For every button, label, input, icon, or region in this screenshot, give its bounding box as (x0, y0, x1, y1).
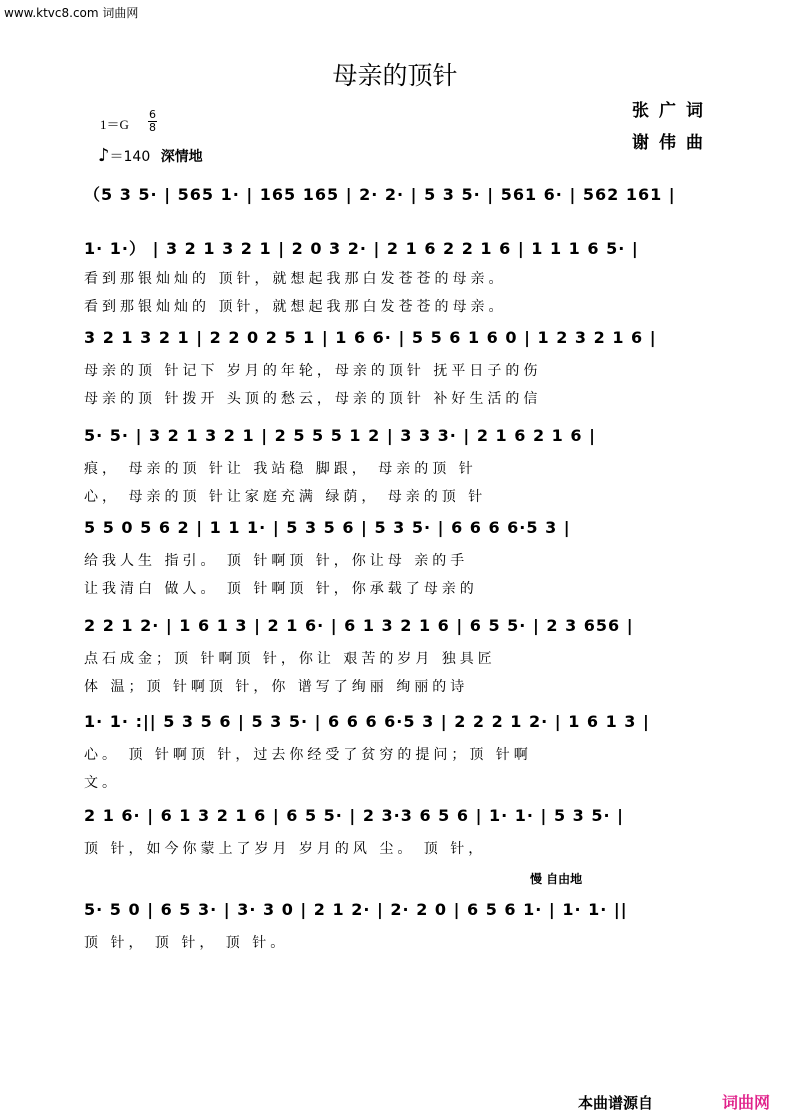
lyric-line: 看到那银灿灿的 顶针，就想起我那白发苍苍的母亲。 (84, 271, 507, 287)
meter-top: 6 (149, 108, 156, 121)
lyric-line: 体 温；顶 针啊顶 针，你 谱写了绚丽 绚丽的诗 (84, 679, 469, 695)
lyric-line: 母亲的顶 针拨开 头顶的愁云，母亲的顶针 补好生活的信 (84, 391, 542, 407)
footer-brand: 词曲网 (722, 1093, 771, 1112)
lyric-line: 让我清白 做人。 顶 针啊顶 针，你承载了母亲的 (84, 581, 478, 597)
lyric-line: 顶 针，如今你蒙上了岁月 岁月的风 尘。 顶 针， (84, 841, 487, 857)
lyric-line: 看到那银灿灿的 顶针，就想起我那白发苍苍的母亲。 (84, 299, 507, 315)
eighth-note-icon: ♪ (98, 145, 110, 166)
key-signature: 1＝G (100, 117, 129, 132)
site-watermark: www.ktvc8.com 词曲网 (4, 6, 139, 20)
meter-bottom: 8 (149, 121, 156, 134)
notation-line: 1· 1·） | 3 2 1 3 2 1 | 2 0 3 2· | 2 1 6 2 2 1 6 | 1 1 1 6 5· | (84, 239, 639, 258)
slow-mark: 慢 自由地 (530, 872, 583, 886)
footer-source: 本曲谱源自 (578, 1094, 654, 1112)
tempo-mark (98, 145, 203, 166)
notation-line: 5· 5· | 3 2 1 3 2 1 | 2 5 5 5 1 2 | 3 3 3· | 2 1 6 2 1 6 | (84, 426, 596, 445)
lyricist-credit: 张广词 (632, 101, 713, 121)
lyric-line: 心。 顶 针啊顶 针，过去你经受了贫穷的提问；顶 针啊 (84, 747, 532, 763)
notation-line: 5· 5 0 | 6 5 3· | 3· 3 0 | 2 1 2· | 2· 2 0 | 6 5 6 1· | 1· 1· || (84, 900, 628, 919)
lyric-line: 点石成金；顶 针啊顶 针，你让 艰苦的岁月 独具匠 (84, 651, 496, 667)
notation-line: （5 3 5· | 565 1· | 165 165 | 2· 2· | 5 3 5· | 561 6· | 562 161 | (84, 185, 676, 204)
lyric-line: 痕， 母亲的顶 针让 我站稳 脚跟， 母亲的顶 针 (84, 461, 477, 477)
notation-line: 1· 1· :|| 5 3 5 6 | 5 3 5· | 6 6 6 6·5 3 | 2 2 2 1 2· | 1 6 1 3 | (84, 712, 650, 731)
lyric-line: 给我人生 指引。 顶 针啊顶 针，你让母 亲的手 (84, 553, 469, 569)
notation-line: 2 2 1 2· | 1 6 1 3 | 2 1 6· | 6 1 3 2 1 6 | 6 5 5· | 2 3 656 | (84, 616, 634, 635)
lyric-line: 心， 母亲的顶 针让家庭充满 绿荫， 母亲的顶 针 (84, 489, 487, 505)
time-signature (148, 109, 157, 134)
notation-line: 3 2 1 3 2 1 | 2 2 0 2 5 1 | 1 6 6· | 5 5 6 1 6 0 | 1 2 3 2 1 6 | (84, 328, 657, 347)
tempo-value: ＝140 (109, 149, 151, 165)
song-title: 母亲的顶针 (332, 61, 458, 90)
notation-line: 5 5 0 5 6 2 | 1 1 1· | 5 3 5 6 | 5 3 5· | 6 6 6 6·5 3 | (84, 518, 571, 537)
expression-mark: 深情地 (160, 149, 203, 165)
lyric-line: 文。 (84, 775, 120, 791)
composer-credit: 谢伟曲 (632, 133, 713, 153)
notation-line: 2 1 6· | 6 1 3 2 1 6 | 6 5 5· | 2 3·3 6 5 6 | 1· 1· | 5 3 5· | (84, 806, 624, 825)
lyric-line: 母亲的顶 针记下 岁月的年轮，母亲的顶针 抚平日子的伤 (84, 363, 542, 379)
lyric-line: 顶 针， 顶 针， 顶 针。 (84, 935, 289, 951)
